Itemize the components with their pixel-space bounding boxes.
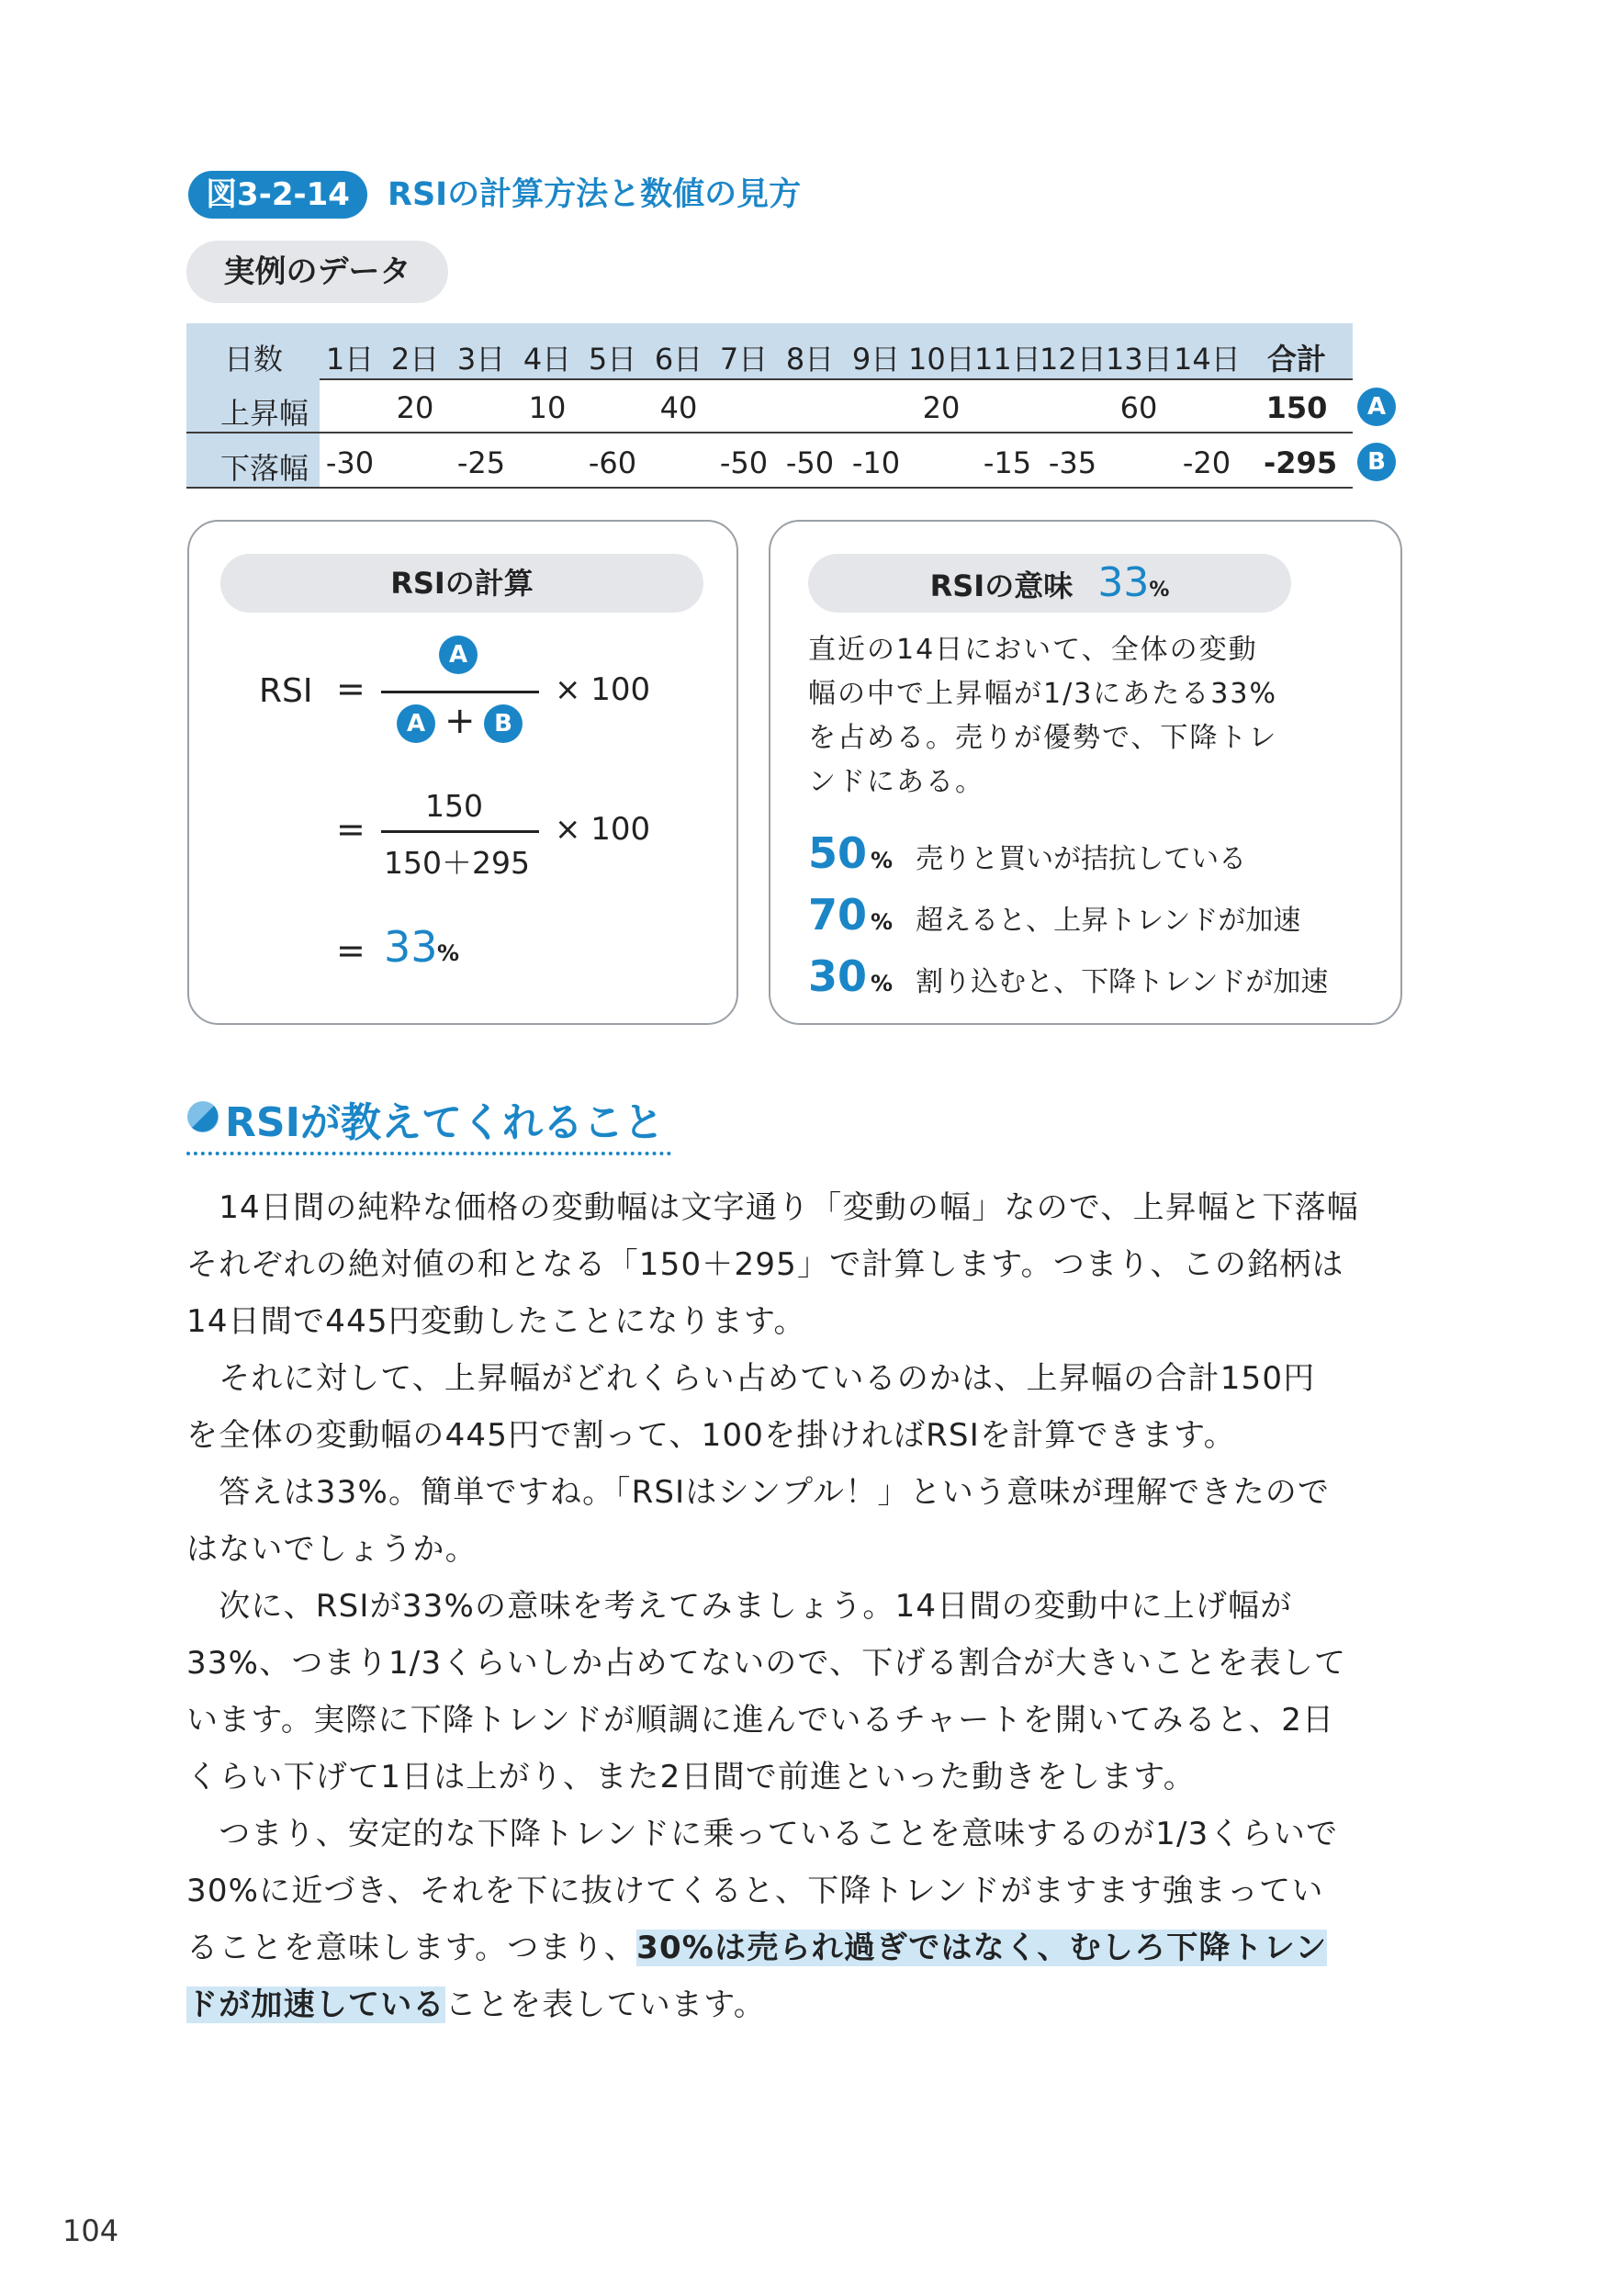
rsi-calc-title: RSIの計算: [220, 554, 703, 613]
body-line: 次に、RSIが33%の意味を考えてみましょう。14日間の変動中に上げ幅が: [186, 1588, 1293, 1625]
section-bullet-icon: [186, 1100, 219, 1133]
fraction-line: [381, 830, 539, 833]
body-text-run: ることを意味します。つまり、: [186, 1930, 637, 1966]
section-divider: [186, 1152, 671, 1155]
highlighted-text: 30%は売られ過ぎではなく、むしろ下降トレン: [636, 1930, 1328, 1966]
plus-sign: +: [444, 700, 476, 742]
table-header-cell: 5日: [588, 342, 637, 377]
meaning-text: [808, 628, 1377, 805]
table-cell: 10: [528, 390, 567, 425]
body-line: くらい下げて1日は上がり、また2日間で前進といった動きをします。: [186, 1759, 1196, 1795]
data-subheading: 実例のデータ: [186, 241, 448, 303]
table-header-cell: 1日: [325, 342, 375, 377]
table-header-cell: 11日: [974, 342, 1041, 377]
numerator-150: 150: [425, 788, 483, 824]
body-line: [186, 1976, 1435, 2033]
level-row: [808, 951, 1328, 1001]
row-label: 上昇幅: [220, 396, 309, 431]
table-header-cell: 合計: [1266, 342, 1326, 377]
rsi-label: RSI: [259, 672, 313, 710]
table-cell: -60: [588, 445, 637, 480]
table-cell: -50: [785, 445, 835, 480]
equals-sign: =: [336, 930, 365, 971]
level-pct: %: [871, 909, 894, 935]
table-cell: -20: [1182, 445, 1231, 480]
marker-a-icon: A: [397, 704, 435, 743]
table-header-cell: 7日: [719, 342, 769, 377]
table-header-label: 日数: [223, 342, 283, 377]
table-cell: 20: [922, 390, 961, 425]
level-pct: %: [871, 848, 894, 873]
table-header-cell: 12日: [1040, 342, 1107, 377]
level-desc: 割り込むと、下降トレンドが加速: [916, 966, 1329, 998]
table-cell: -25: [456, 445, 506, 480]
calc-result-pct: %: [437, 940, 460, 966]
fraction-line: [381, 691, 539, 693]
rsi-meaning-pct: %: [1149, 579, 1170, 602]
rsi-meaning-title-text: RSIの意味: [929, 568, 1074, 603]
body-line: それに対して、上昇幅がどれくらい占めているのかは、上昇幅の合計150円: [186, 1360, 1316, 1397]
level-pct: %: [871, 971, 894, 996]
body-line: それぞれの絶対値の和となる「150＋295」で計算します。つまり、この銘柄は: [186, 1246, 1344, 1283]
section-title: RSIが教えてくれること: [225, 1099, 664, 1146]
table-header-cell: 2日: [390, 342, 440, 377]
level-desc: 超えると、上昇トレンドが加速: [916, 905, 1301, 937]
table-cell: 20: [396, 390, 434, 425]
marker-a-icon: A: [1357, 388, 1396, 426]
body-line: を全体の変動幅の445円で割って、100を掛ければRSIを計算できます。: [186, 1417, 1236, 1454]
level-row: [808, 890, 1300, 940]
times-100: × 100: [555, 671, 651, 708]
rsi-meaning-title: [808, 554, 1291, 613]
body-line: 33%、つまり1/3くらいしか占めてないので、下げる割合が大きいことを表して: [186, 1645, 1347, 1682]
rsi-meaning-value: 33: [1097, 559, 1150, 606]
times-100: × 100: [555, 811, 651, 848]
page-number: 104: [62, 2213, 119, 2248]
row-total: -295: [1264, 445, 1338, 480]
denominator: 150＋295: [384, 845, 530, 881]
table-header-cell: 6日: [654, 342, 703, 377]
table-cell: 40: [659, 390, 698, 425]
table-cell: -30: [325, 445, 375, 480]
marker-a-icon: A: [439, 636, 478, 674]
equals-sign: =: [336, 809, 365, 850]
figure-title: RSIの計算方法と数値の見方: [388, 176, 802, 213]
level-value: 70: [808, 890, 868, 940]
marker-b-icon: B: [1357, 443, 1396, 481]
meaning-line: ンドにある。: [808, 766, 984, 798]
table-header-cell: 4日: [523, 342, 572, 377]
table-cell: -35: [1048, 445, 1097, 480]
body-text: [186, 1179, 1435, 2033]
table-cell: -50: [719, 445, 769, 480]
table-row: [186, 378, 1353, 433]
calc-result: 33: [384, 922, 438, 972]
body-line: 答えは33%。簡単ですね。「RSIはシンプル！」という意味が理解できたので: [186, 1474, 1331, 1511]
level-value: 30: [808, 951, 868, 1001]
marker-b-icon: B: [484, 704, 523, 743]
body-line: 14日間の純粋な価格の変動幅は文字通り「変動の幅」なので、上昇幅と下落幅: [186, 1189, 1359, 1226]
meaning-line: 直近の14日において、全体の変動: [808, 634, 1258, 666]
level-desc: 売りと買いが拮抗している: [916, 843, 1247, 875]
meaning-line: を占める。売りが優勢で、下降トレ: [808, 722, 1278, 754]
meaning-line: 幅の中で上昇幅が1/3にあたる33%: [808, 678, 1277, 710]
row-total: 150: [1265, 390, 1328, 425]
table-header-cell: 3日: [456, 342, 506, 377]
equals-sign: =: [336, 669, 365, 709]
body-line: います。実際に下降トレンドが順調に進んでいるチャートを開いてみると、2日: [186, 1702, 1335, 1739]
level-row: [808, 828, 1246, 878]
body-line: つまり、安定的な下降トレンドに乗っていることを意味するのが1/3くらいで: [186, 1816, 1339, 1852]
figure-label: 図3-2-14: [188, 171, 367, 219]
body-line: 30%に近づき、それを下に抜けてくると、下降トレンドがますます強まってい: [186, 1873, 1324, 1909]
body-line: はないでしょうか。: [186, 1531, 478, 1568]
row-label: 下落幅: [220, 451, 309, 486]
table-cell: -15: [983, 445, 1032, 480]
table-header-cell: 10日: [908, 342, 975, 377]
table-header-cell: 9日: [851, 342, 901, 377]
table-cell: 60: [1119, 390, 1158, 425]
table-cell: -10: [851, 445, 901, 480]
highlighted-text: ドが加速している: [186, 1986, 445, 2023]
level-value: 50: [808, 828, 868, 878]
table-header-cell: 8日: [785, 342, 835, 377]
body-line: [186, 1919, 1435, 1976]
body-line: 14日間で445円変動したことになります。: [186, 1303, 806, 1340]
table-header-cell: 13日: [1106, 342, 1173, 377]
body-text-run: ことを表しています。: [444, 1986, 766, 2023]
table-header-cell: 14日: [1174, 342, 1241, 377]
